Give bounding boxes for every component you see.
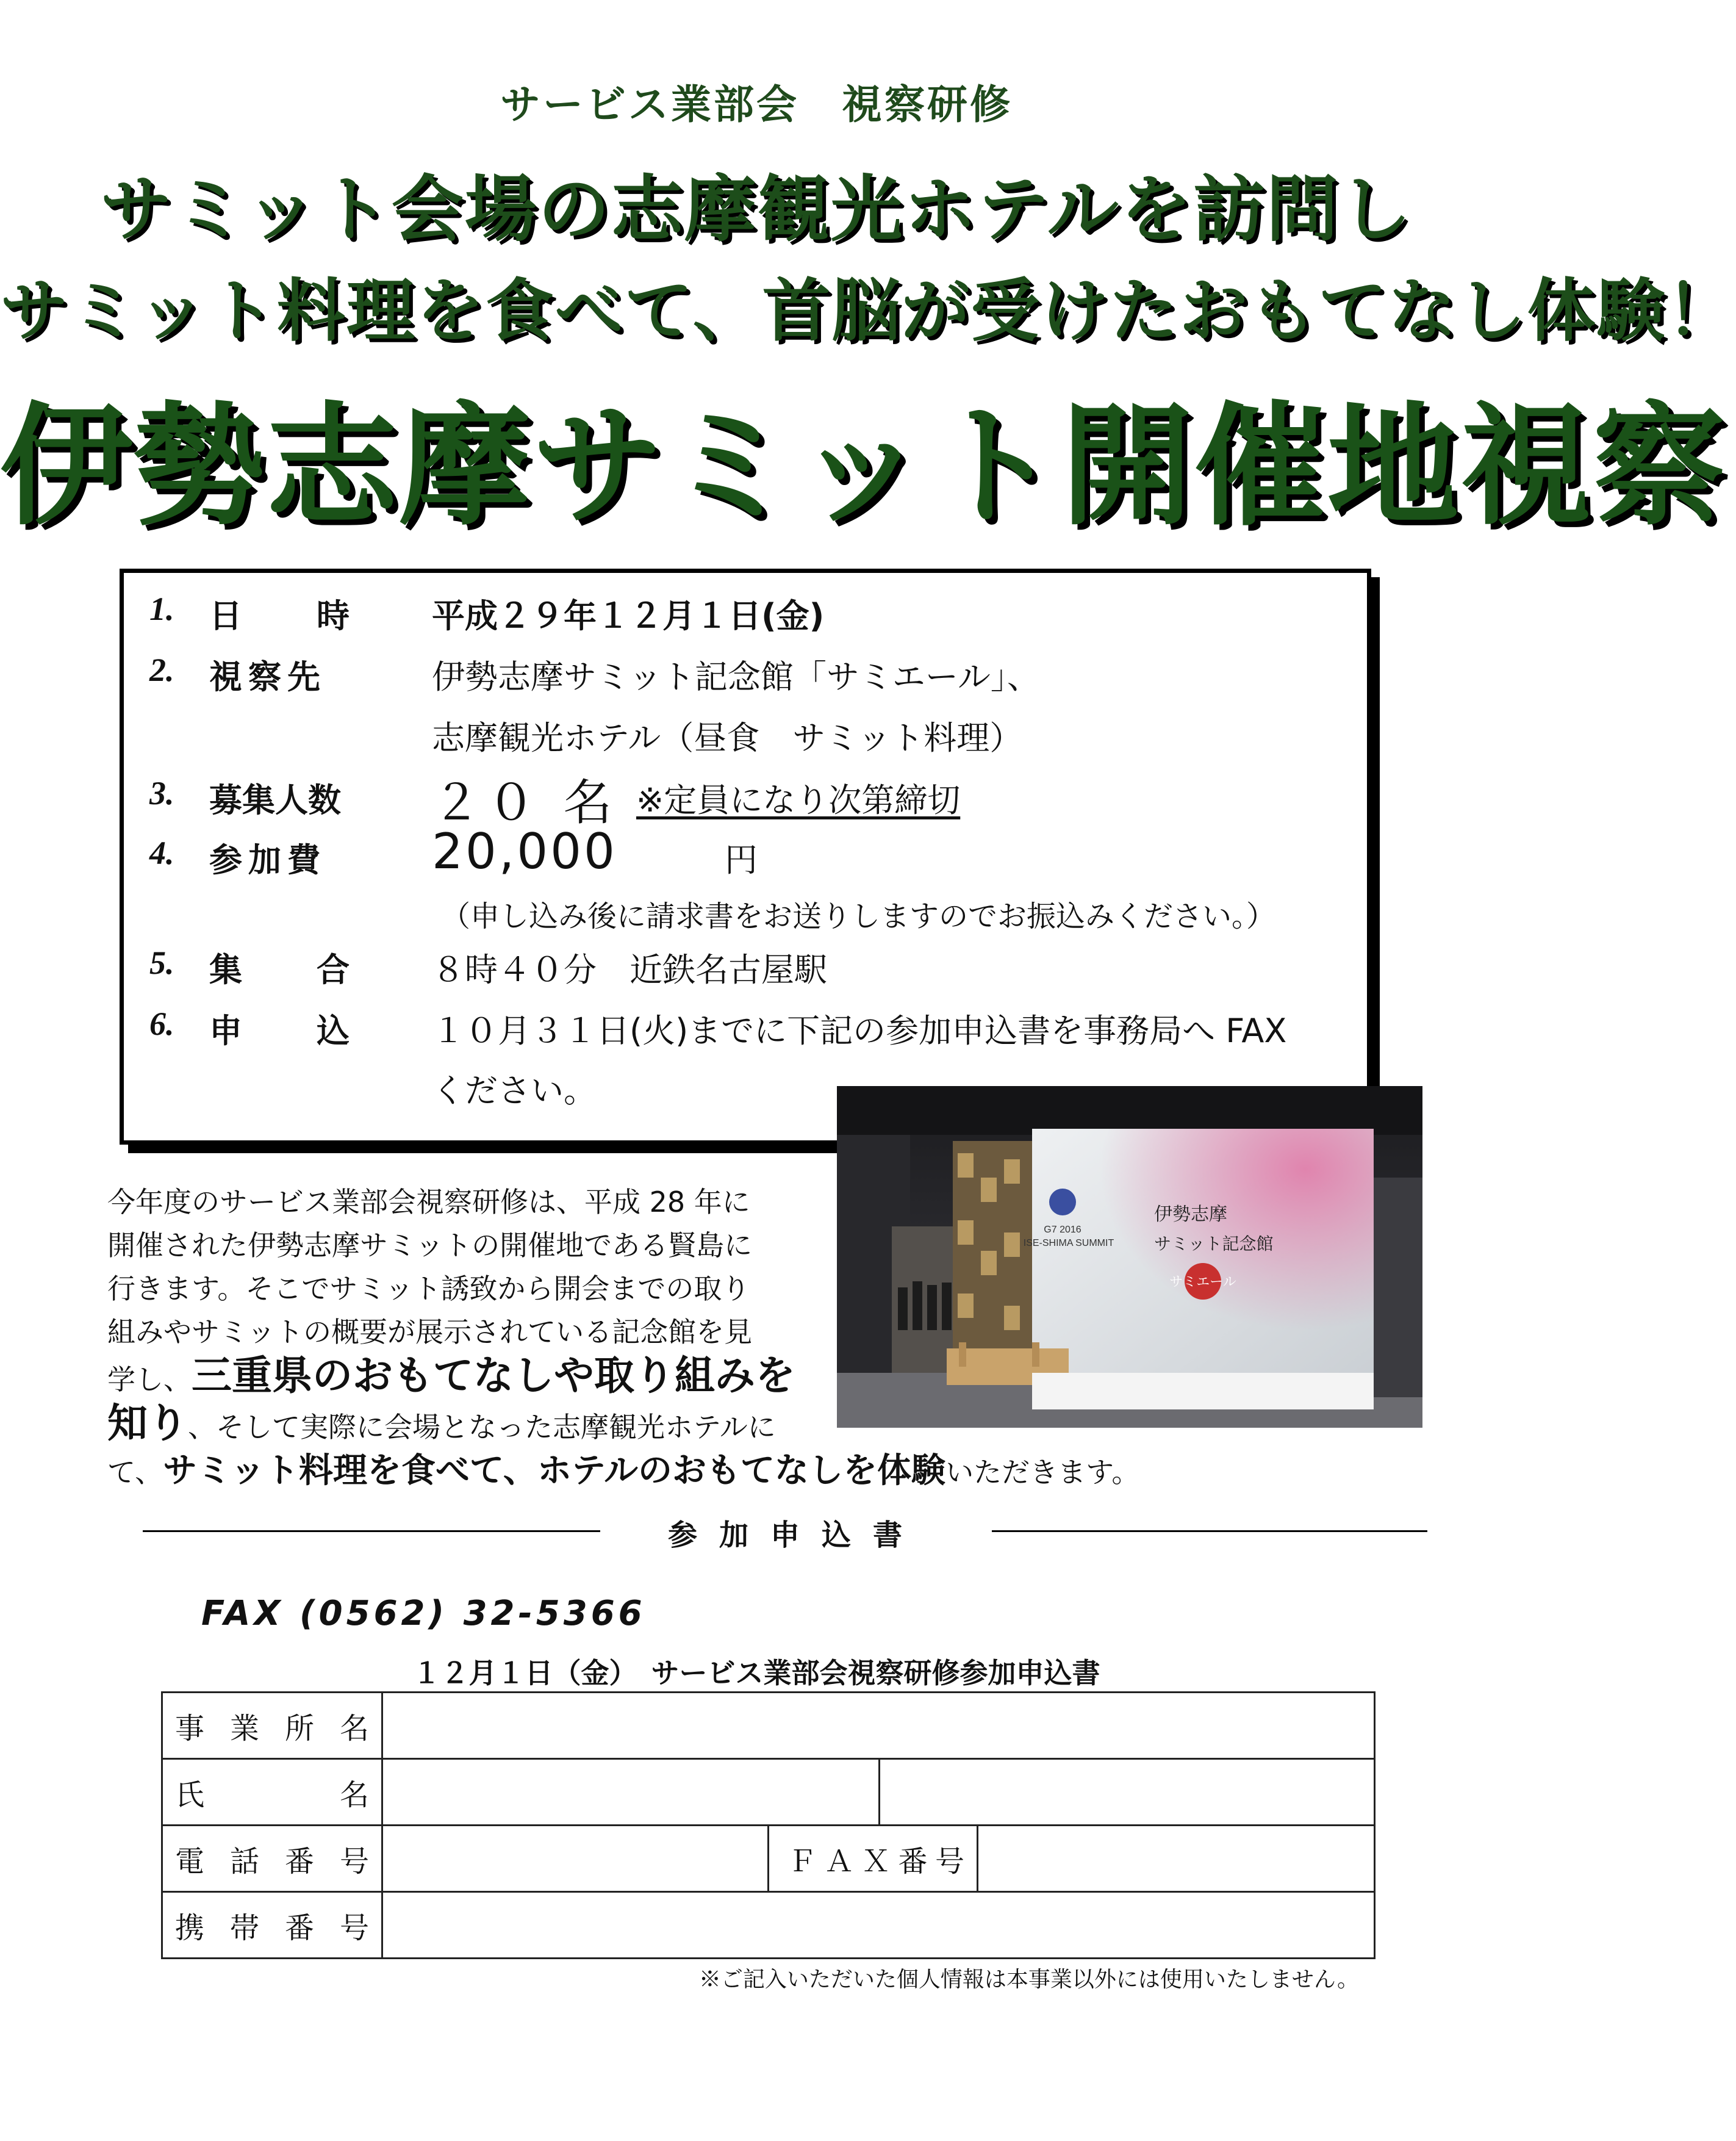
detail-number: 5.: [149, 945, 174, 981]
fee-note: （申し込み後に請求書をお送りしますのでお振込みください。）: [441, 899, 1276, 934]
sign-line-1: 伊勢志摩: [1154, 1204, 1227, 1225]
main-title: 伊勢志摩サミット開催地視察: [0, 390, 1726, 543]
phone-label: 電 話 番 号: [161, 1824, 383, 1893]
business-name-label: 事 業 所 名: [161, 1691, 383, 1760]
privacy-note: ※ご記入いただいた個人情報は本事業以外には使用いたしません。: [698, 1967, 1359, 1992]
detail-number: 6.: [149, 1006, 174, 1042]
detail-value: ８時４０分 近鉄名古屋駅: [432, 951, 827, 989]
form-title: 参加申込書: [667, 1518, 924, 1552]
description-line: 学し、三重県のおもてなしや取り組みを: [107, 1352, 795, 1399]
detail-value: 伊勢志摩サミット記念館「サミエール」、: [432, 658, 1040, 696]
emphasis-text: 知り: [107, 1400, 188, 1447]
detail-value: 平成２９年１２月１日(金): [432, 597, 825, 635]
logo-text-1: G7 2016: [1044, 1225, 1081, 1235]
logo-text-2: ISE-SHIMA SUMMIT: [1023, 1238, 1114, 1248]
detail-label: 集 合: [209, 951, 350, 989]
capacity-note: ※定員になり次第締切: [636, 781, 961, 819]
name-field-extra[interactable]: [878, 1758, 1376, 1826]
photo-illustration: [837, 1086, 1422, 1428]
detail-value: １０月３１日(火)までに下記の参加申込書を事務局へ FAX: [432, 1012, 1287, 1050]
description-line: 今年度のサービス業部会視察研修は、平成 28 年に: [107, 1186, 750, 1218]
info-box: [120, 569, 1371, 1145]
phone-field[interactable]: [381, 1824, 769, 1893]
headline-2: サミット料理を食べて、首脳が受けたおもてなし体験！: [0, 272, 1736, 351]
detail-number: 2.: [149, 652, 174, 688]
fax-label: Ｆ Ａ Ｘ 番 号: [767, 1824, 978, 1893]
fee-value: 20,000: [432, 823, 617, 880]
detail-label: 申 込: [209, 1012, 350, 1050]
headline-1: サミット会場の志摩観光ホテルを訪問し: [100, 167, 1413, 251]
mobile-field[interactable]: [381, 1891, 1376, 1959]
detail-label: 日 時: [209, 597, 350, 635]
business-name-field[interactable]: [381, 1691, 1376, 1760]
fax-number: FAX (0562) 32-5366: [201, 1594, 646, 1633]
description-line: て、サミット料理を食べて、ホテルのおもてなしを体験いただきます。: [107, 1451, 1140, 1491]
divider-line: [992, 1530, 1427, 1532]
detail-label: 視察先: [209, 658, 326, 696]
detail-value-2: ください。: [432, 1071, 597, 1110]
emphasis-text: サミット料理を食べて、ホテルのおもてなしを体験: [163, 1451, 946, 1491]
description-line: 開催された伊勢志摩サミットの開催地である賢島に: [107, 1229, 753, 1262]
fee-unit: 円: [725, 841, 758, 879]
description-line: 行きます。そこでサミット誘致から開会までの取り: [107, 1272, 750, 1305]
description-line: 組みやサミットの概要が展示されている記念館を見: [107, 1315, 753, 1348]
form-caption: １２月１日（金） サービス業部会視察研修参加申込書: [412, 1657, 1100, 1689]
name-field[interactable]: [381, 1758, 880, 1826]
detail-number: 3.: [149, 775, 174, 811]
capacity-value: ２０ 名: [432, 774, 619, 831]
sign-line-3: サミエール: [1169, 1275, 1236, 1290]
description-line: 知り、そして実際に会場となった志摩観光ホテルに: [107, 1400, 776, 1447]
name-label: 氏 名: [161, 1758, 383, 1826]
detail-label: 募集人数: [209, 781, 341, 819]
subtitle: サービス業部会 視察研修: [500, 81, 1013, 128]
divider-line: [143, 1530, 600, 1532]
detail-number: 4.: [149, 835, 174, 871]
fax-field[interactable]: [977, 1824, 1376, 1893]
emphasis-text: 三重県のおもてなしや取り組みを: [192, 1352, 795, 1399]
mobile-label: 携 帯 番 号: [161, 1891, 383, 1959]
detail-number: 1.: [149, 591, 174, 627]
g7-logo-icon: [1049, 1189, 1076, 1215]
detail-value-2: 志摩観光ホテル（昼食 サミット料理）: [432, 719, 1023, 757]
detail-label: 参加費: [209, 841, 326, 879]
sign-line-2: サミット記念館: [1154, 1234, 1274, 1254]
memorial-hall-photo: [837, 1086, 1422, 1428]
